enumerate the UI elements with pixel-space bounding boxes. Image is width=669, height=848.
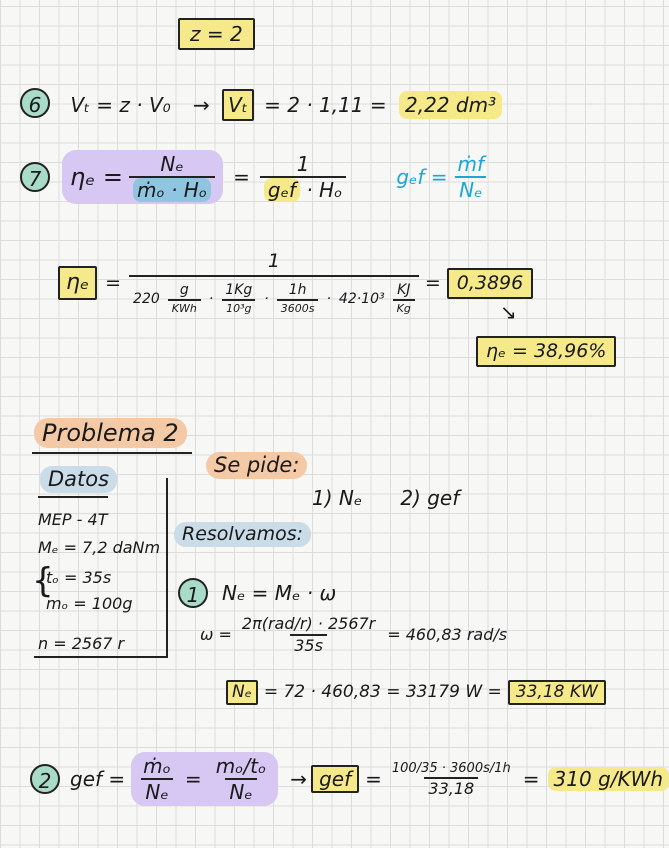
problema-title: Problema 2 [34, 418, 187, 448]
arrow-icon: → [193, 93, 210, 117]
arrow-down-icon: ↘ [500, 300, 517, 324]
arrow-icon: → [290, 767, 308, 791]
omega-fraction [238, 616, 379, 654]
step2-lhs: gef = [70, 767, 126, 791]
datos-item: mₒ = 100g [46, 594, 133, 613]
eta-calc-eq2: = [424, 271, 441, 294]
title-underline [32, 452, 192, 454]
gef-def-lhs: gₑf = [396, 165, 448, 189]
z-value: z = 2 [190, 22, 243, 46]
eta-calc-fraction [129, 252, 419, 314]
datos-brace: { [32, 561, 54, 601]
step7-f2-num: 1 [296, 152, 310, 176]
datos-bottom-line [34, 656, 168, 658]
step7-f1-num: Nₑ [160, 152, 184, 176]
step7-fraction-2 [260, 154, 346, 200]
datos-item: tₒ = 35s [46, 568, 112, 587]
step2-f2: $\frac{\text{mₒ/tₒ}}{\text{Nₑ}}$ [215, 754, 267, 804]
omega-result: = 460,83 rad/s [387, 625, 508, 644]
step6-calc-lhs: Vₜ [222, 89, 254, 121]
step2-formulas: $\frac{\text{ṁₒ}}{\text{Nₑ}}$ = $\frac{\text{mₒ/tₒ}}{\text{Nₑ}}$ [131, 752, 278, 806]
eta-calc-den: 220 $\frac{g}{\text{KWh}}$ · $\frac{1Kg}{\text{10³g}}$ · $\frac{1h}{3600s}$ · 42·10³ $\frac{KJ}{Kg}$ [129, 275, 419, 314]
datos-vertical-line [166, 478, 168, 656]
gef-def-den: Nₑ [455, 176, 486, 200]
step1-row [178, 578, 336, 608]
omega-den: 35s [290, 634, 327, 654]
step7-fraction-1 [129, 154, 215, 200]
datos-item: Mₑ = 7,2 daNm [38, 538, 161, 557]
omega-row [200, 616, 507, 654]
ne-row [226, 680, 606, 705]
ne-calc: = 72 · 460,83 = 33179 W = [263, 682, 502, 702]
datos-item: MEP - 4T [38, 510, 108, 529]
step7-formula [62, 150, 223, 204]
step7-f2-den: gₑf · Hₒ [260, 176, 346, 200]
step2-f1: $\frac{\text{ṁₒ}}{\text{Nₑ}}$ [143, 754, 171, 804]
z-value-box [178, 18, 255, 50]
ne-result: 33,18 KW [508, 680, 606, 705]
step6-row [20, 88, 502, 118]
step1-formula: Nₑ = Mₑ · ω [222, 581, 337, 605]
eta-calc-row [58, 252, 533, 314]
gef-def-fraction [454, 154, 489, 200]
datos-item: n = 2567 r [38, 634, 125, 653]
se-pide-label: Se pide: [206, 452, 307, 479]
step2-row: 2 gef = $\frac{\text{ṁₒ}}{\text{Nₑ}}$ = $\frac{\text{mₒ/tₒ}}{\text{Nₑ}}$ → gef = $\frac{100/35 \cdot 3600s/1h}{33,18}$ = 310 g/KWh [30, 752, 669, 806]
pide-items: 1) Nₑ 2) gef [312, 486, 460, 510]
step2-eq: = [522, 767, 540, 791]
ne-lhs: Nₑ [226, 680, 258, 705]
step6-result: 2,22 dm³ [399, 91, 502, 119]
step6-formula: Vₜ = z · V₀ [70, 93, 171, 117]
step7-eq: = [233, 165, 250, 189]
omega-lhs: ω = [200, 625, 232, 644]
eta-calc-eq: = [105, 271, 122, 294]
step7-row [20, 150, 488, 204]
datos-underline [38, 496, 108, 498]
step2-number: 2 [30, 764, 60, 794]
omega-num: 2π(rad/r) · 2567r [241, 614, 376, 633]
gef-def-num: ṁf [457, 152, 485, 176]
step7-number: 7 [20, 162, 50, 192]
step2-calc-fraction: $\frac{100/35 \cdot 3600s/1h}{33,18}$ [391, 760, 511, 798]
step6-number: 6 [20, 88, 50, 118]
eta-calc-lhs: ηₑ [58, 266, 97, 300]
eta-calc-num: 1 [267, 250, 280, 272]
resolvamos-label: Resolvamos: [174, 522, 311, 547]
eta-calc-result: 0,3896 [447, 268, 533, 299]
step7-eta: ηₑ = [70, 163, 123, 191]
step1-number: 1 [178, 578, 208, 608]
eta-percent-result: ηₑ = 38,96% [476, 336, 616, 367]
gef-definition [396, 154, 488, 200]
step2-gef: gef [311, 765, 359, 793]
step6-calc-mid: = 2 · 1,11 = [264, 93, 387, 117]
step2-result: 310 g/KWh [548, 767, 669, 791]
step7-f1-den: ṁₒ · Hₒ [129, 176, 215, 200]
datos-title: Datos [40, 466, 117, 493]
